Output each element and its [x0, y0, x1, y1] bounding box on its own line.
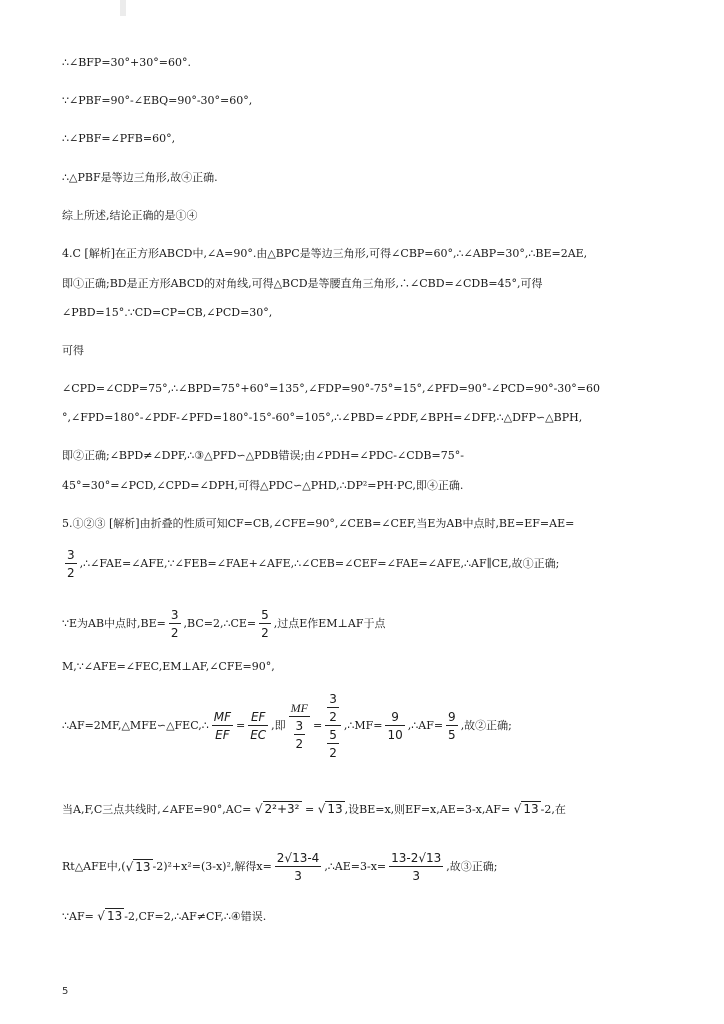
- q4-line-7: 即②正确;∠BPD≠∠DPF,∴③△PFD∽△PDB错误;由∠PDH=∠PDC-∠CDB=75°-: [62, 449, 464, 462]
- fraction-mf-over-3-2: $\frac{MF}{\frac{3}{2}}$: [290, 701, 308, 751]
- q5-line-6: [62, 802, 566, 817]
- fraction-inner-3-2: $\frac{3}{2}$: [295, 719, 304, 751]
- q5-line-5-d: ,∴AF=: [407, 719, 444, 732]
- equals-2: =: [313, 719, 323, 732]
- q5-line-6-a: 当A,F,C三点共线时,∠AFE=90°,AC=: [62, 803, 252, 816]
- q5-line-6-c: -2,在: [540, 803, 566, 816]
- q4-line-4: 可得: [62, 344, 84, 357]
- q5-line-5: [62, 693, 512, 759]
- fraction-nested-top: $\frac{3}{2}$: [329, 692, 337, 724]
- line-equilateral: ∴△PBF是等边三角形,故④正确.: [62, 171, 218, 184]
- q5-line-7-c: ,∴AE=3-x=: [324, 860, 387, 873]
- q4-line-6: °,∠FPD=180°-∠PDF-∠PFD=180°-15°-60°=105°,∴∠PBD=∠PDF,∠BPH=∠DFP,∴△DFP∽△BPH,: [62, 411, 583, 424]
- sqrt-13-ac: √ 13: [317, 802, 343, 816]
- q4-line-8: 45°=30°=∠PCD,∠CPD=∠DPH,可得△PDC∽△PHD,∴DP²=PH·PC,即④正确.: [62, 479, 464, 492]
- header-mark: [120, 0, 126, 16]
- line-summary: 综上所述,结论正确的是①④: [62, 209, 198, 222]
- equals-1: =: [235, 719, 246, 732]
- line-pbf-pfb: ∴∠PBF=∠PFB=60°,: [62, 132, 176, 145]
- q4-line-5: ∠CPD=∠CDP=75°,∴∠BPD=75°+60°=135°,∠FDP=90°-75°=15°,∠PFD=90°-∠PCD=90°-30°=60: [62, 382, 600, 395]
- fraction-5-2-ce: $\frac{5}{2}$: [261, 608, 269, 640]
- fraction-3-2-be: $\frac{3}{2}$: [170, 608, 179, 640]
- fraction-mf-ef: $\frac{MF}{EF}$: [213, 710, 231, 742]
- fraction-x-solution: $\frac{2√13-4}{3}$: [276, 851, 320, 883]
- q4-line-3: ∠PBD=15°.∵CD=CP=CB,∠PCD=30°,: [62, 306, 273, 319]
- q5-line-5-b: ,即: [271, 719, 286, 732]
- fraction-nested: [325, 693, 341, 759]
- q5-line-7-d: ,故③正确;: [446, 860, 498, 873]
- sqrt-13-af: √ 13: [513, 802, 539, 816]
- q5-line-5-c: ,∴MF=: [343, 719, 383, 732]
- fraction-3-2: $\frac{3}{2}$: [67, 548, 75, 580]
- q5-line-5-e: ,故②正确;: [460, 719, 512, 732]
- line-bfp: ∴∠BFP=30°+30°=60°.: [62, 56, 191, 69]
- q5-line-4: M,∵∠AFE=∠FEC,EM⊥AF,∠CFE=90°,: [62, 660, 275, 673]
- q5-line-8-a: ∵AF=: [62, 910, 94, 923]
- q4-line-1: 4.C [解析]在正方形ABCD中,∠A=90°.由△BPC是等边三角形,可得∠CBP=60°,∴∠ABP=30°,∴BE=2AE,: [62, 247, 588, 260]
- sqrt-13-rt: √ 13: [125, 860, 151, 874]
- q5-line-1: 5.①②③ [解析]由折叠的性质可知CF=CB,∠CFE=90°,∠CEB=∠CEF,当E为AB中点时,BE=EF=AE=: [62, 517, 575, 530]
- equals-3: =: [305, 803, 315, 816]
- q4-line-2: 即①正确;BD是正方形ABCD的对角线,可得△BCD是等腰直角三角形,∴∠CBD=∠CDB=45°,可得: [62, 277, 543, 290]
- q5-line-3-b: ,BC=2,∴CE=: [183, 617, 257, 630]
- q5-line-5-a: ∴AF=2MF,△MFE∽△FEC,∴: [62, 719, 209, 732]
- page-number: 5: [62, 986, 69, 997]
- fraction-ae-solution: $\frac{13-2√13}{3}$: [391, 851, 442, 883]
- q5-line-3-c: ,过点E作EM⊥AF于点: [273, 617, 386, 630]
- fraction-9-10: $\frac{9}{10}$: [387, 710, 403, 742]
- q5-line-3-a: ∵E为AB中点时,BE=: [62, 617, 166, 630]
- q5-line-7-a: Rt△AFE中,(: [62, 860, 126, 873]
- line-pbf: ∵∠PBF=90°-∠EBQ=90°-30°=60°,: [62, 94, 253, 107]
- q5-line-6-b: ,设BE=x,则EF=x,AE=3-x,AF=: [344, 803, 511, 816]
- fraction-9-5: $\frac{9}{5}$: [448, 710, 456, 742]
- sqrt-ac: √ 2²+3²: [254, 802, 300, 816]
- q5-line-3: [62, 609, 386, 639]
- q5-line-8: [62, 909, 266, 924]
- sqrt-13-final: √ 13: [97, 909, 123, 923]
- q5-line-7: [62, 852, 498, 882]
- q5-line-7-b: -2)²+x²=(3-x)²,解得x=: [152, 860, 272, 873]
- q5-line-8-b: -2,CF=2,∴AF≠CF,∴④错误.: [124, 910, 267, 923]
- fraction-nested-bottom: $\frac{5}{2}$: [329, 728, 337, 760]
- q5-line-2-text: ,∴∠FAE=∠AFE,∵∠FEB=∠FAE+∠AFE,∴∠CEB=∠CEF=∠FAE=∠AFE,∴AF∥CE,故①正确;: [79, 557, 560, 570]
- q5-line-2: [62, 549, 559, 579]
- fraction-ef-ec: $\frac{EF}{EC}$: [250, 710, 267, 742]
